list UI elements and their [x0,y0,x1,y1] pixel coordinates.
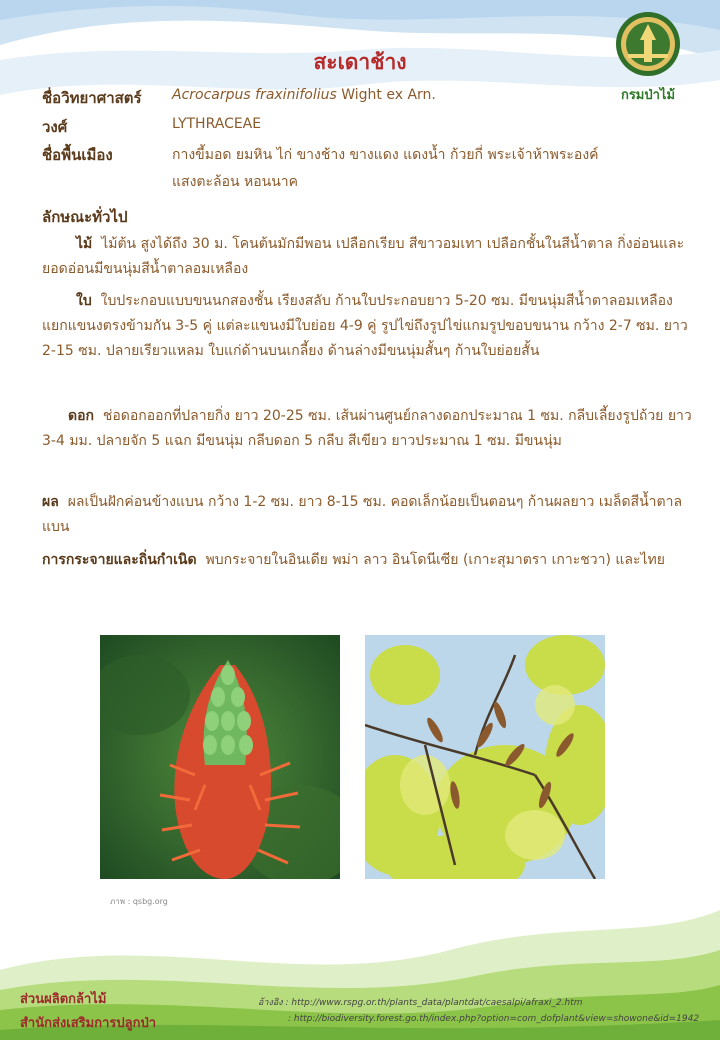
scientific-name [172,87,436,103]
local-names-line2: แสงตะล้อน หอนนาค [172,174,299,190]
photo-credit: ภาพ : qsbg.org [110,897,168,906]
fruit-text: ผลเป็นฝักค่อนข้างแบน กว้าง 1-2 ซม. ยาว 8-15 ซม. คอดเล็กน้อยเป็นตอนๆ ก้านผลยาว เมล็ดสีน้ำตาล แบน [42,494,683,535]
family-value: LYTHRACEAE [172,116,262,132]
local-name-label: ชื่อพื้นเมือง [42,146,113,164]
page-title: สะเดาช้าง [313,50,407,74]
tree-description [42,232,694,282]
fruit-description [42,490,694,540]
distribution-text: พบกระจายในอินเดีย พม่า ลาว อินโดนีเซีย (เกาะสุมาตรา เกาะชวา) และไทย [205,552,665,568]
scientific-name-author: Wight ex Arn. [341,87,436,103]
org-line-1: ส่วนผลิตกล้าไม้ [20,992,107,1007]
flower-description [42,404,694,454]
tree-canopy-photo [365,635,605,879]
general-characteristics-heading: ลักษณะทั่วไป [42,208,128,226]
reference-2: : http://biodiversity.forest.go.th/index.php?option=com_dofplant&view=showone&id=1942 [288,1014,700,1024]
leaf-text: ใบประกอบแบบขนนกสองชั้น เรียงสลับ ก้านใบประกอบยาว 5-20 ซม. มีขนนุ่มสีน้ำตาลอมเหลือง แยกแขนงตรงข้ามกัน 3-5 คู่ แต่ละแขนงมีใบย่อย 4-9 คู่ รูปไข่ถึงรูปไข่แกมรูปขอบขนาน กว้าง 2-7 ซม. ยาว 2-15 ซม. ปลายเรียวแหลม ใบแก่ด้านบนเกลี้ยง ด้านล่างมีขนนุ่มสั้นๆ ก้านใบย่อยสั้น [42,293,688,359]
leaf-label: ใบ [76,293,92,309]
tree-label: ไม้ [76,236,93,252]
reference-1: อ้างอิง : http://www.rspg.or.th/plants_data/plantdat/caesalpi/afraxi_2.htm [258,998,583,1008]
tree-text: ไม้ต้น สูงได้ถึง 30 ม. โคนต้นมักมีพอน เปลือกเรียบ สีขาวอมเทา เปลือกชั้นในสีน้ำตาล กิ่งอ่อนและยอดอ่อนมีขนนุ่มสีน้ำตาลอมเหลือง [42,236,685,277]
distribution-description [42,548,694,573]
flower-spike-photo [100,635,340,879]
org-line-2: สำนักส่งเสริมการปลูกป่า [20,1016,156,1031]
local-names-line1: กางขี้มอด ยมหิน ไก่ ขางช้าง ขางแดง แดงน้ำ ก้วยกี่ พระเจ้าห้าพระองค์ [172,147,599,163]
scientific-name-italic: Acrocarpus fraxinifolius [172,87,337,103]
royal-forest-department-logo [614,10,682,82]
flower-text: ช่อดอกออกที่ปลายกิ่ง ยาว 20-25 ซม. เส้นผ่านศูนย์กลางดอกประมาณ 1 ซม. กลีบเลี้ยงรูปถ้วย ยาว 3-4 มม. ปลายจัก 5 แฉก มีขนนุ่ม กลีบดอก 5 กลีบ สีเขียว ยาวประมาณ 1 ซม. มีขนนุ่ม [42,408,692,449]
scientific-name-label: ชื่อวิทยาศาสตร์ [42,89,142,107]
flower-label: ดอก [68,408,94,424]
fruit-label: ผล [42,494,59,510]
distribution-label: การกระจายและถิ่นกำเนิด [42,552,197,568]
leaf-description [42,289,694,364]
logo-text: กรมป่าไม้ [620,88,676,103]
family-label: วงศ์ [42,118,68,136]
